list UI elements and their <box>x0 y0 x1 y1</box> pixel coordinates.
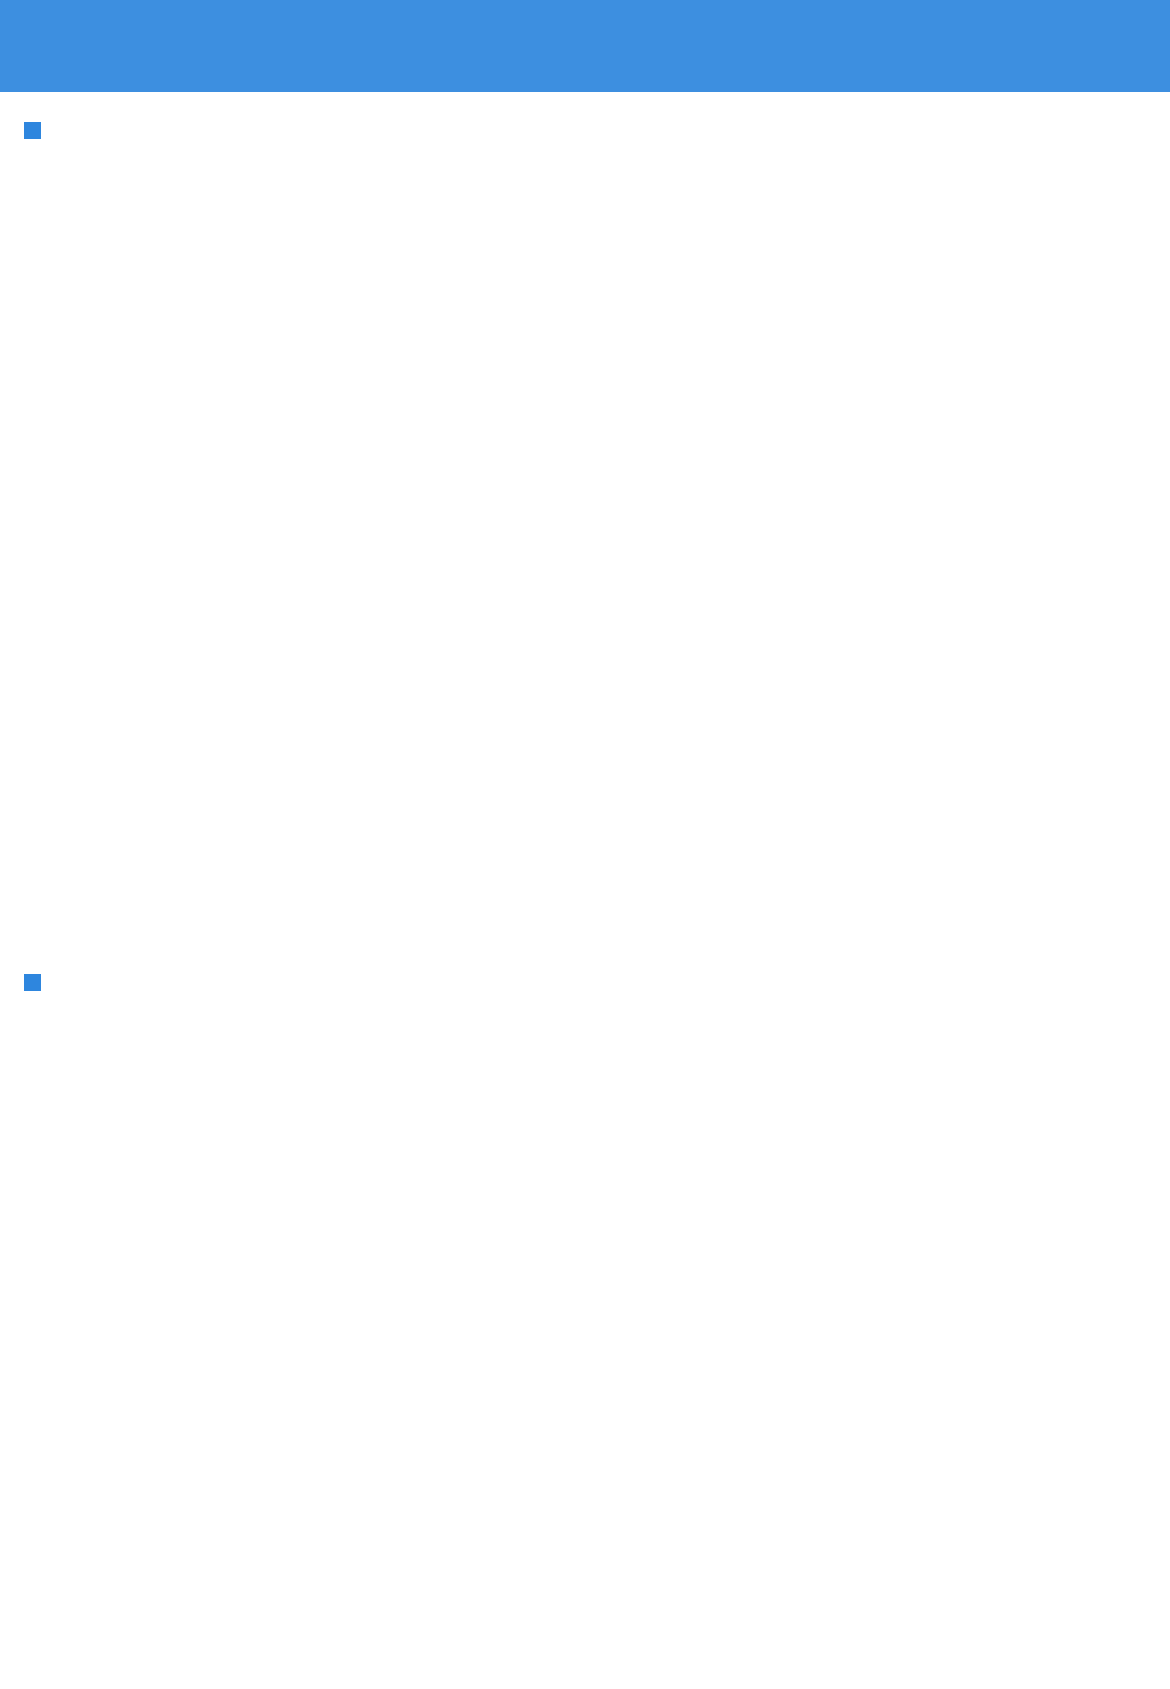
section-square-icon <box>24 974 41 991</box>
header-banner <box>0 0 1170 92</box>
contact-line <box>1148 48 1158 82</box>
section-title-outrigger-unused <box>24 970 44 996</box>
section-title-outrigger-used <box>24 118 44 144</box>
section-square-icon <box>24 122 41 139</box>
